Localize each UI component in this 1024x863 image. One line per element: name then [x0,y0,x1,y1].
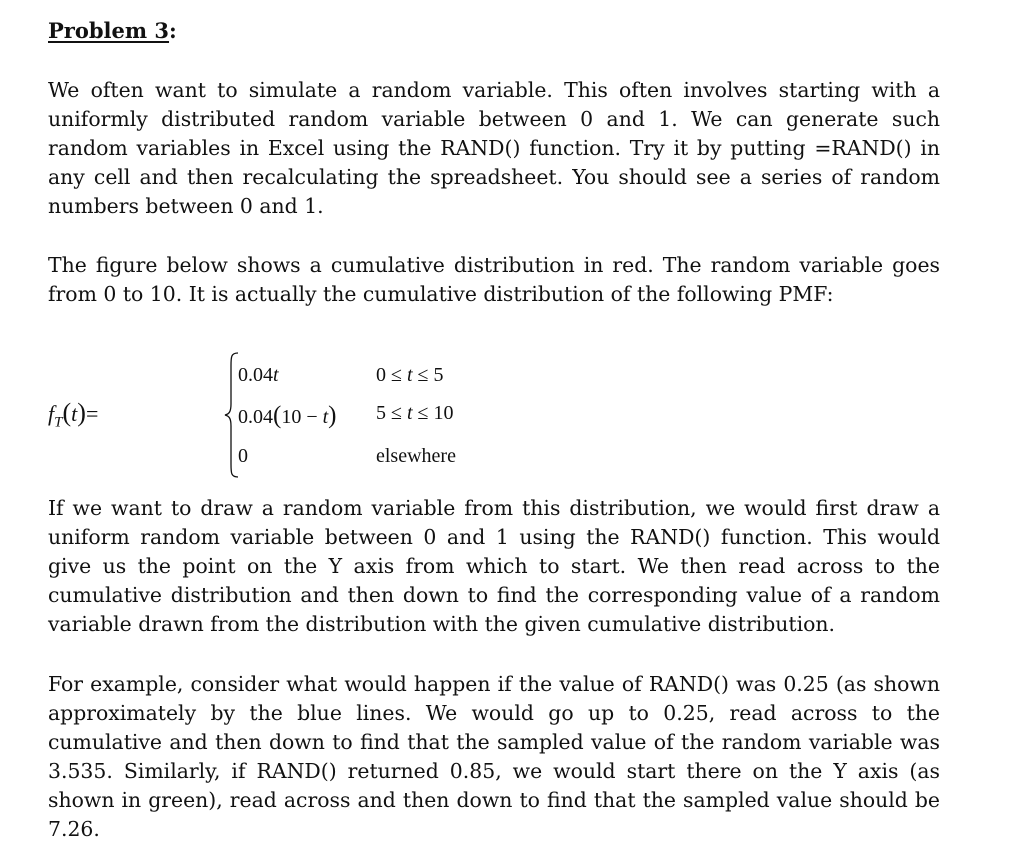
figure-description-paragraph: The figure below shows a cumulative distribution in red. The random variable goes from 0 to 10. It is actually the cumulative distribution of the following PMF: [48,253,940,306]
equation-equals-sign: = [85,401,99,426]
row-1-value: 0.04t [238,364,279,386]
row-2-condition: 5 ≤ t ≤ 10 [376,402,454,424]
intro-paragraph: We often want to simulate a random variable. This often involves starting with a uniformly distributed random variable between 0 and 1. We can generate such random variables in Excel using the RAND() function. Try it by putting =RAND() in any cell and then recalculating the spreadsheet. You should see a series of random numbers between 0 and 1. [48,78,940,218]
equation-lhs [48,398,98,431]
equation-open-paren: ( [62,398,72,427]
equation-subscript: T [54,414,63,431]
row-2-value: 0.04(10 − t) [238,402,337,429]
row-3-value: 0 [238,445,248,467]
pmf-equation [48,346,508,486]
equation-argument: t [71,401,78,426]
row-3-condition: elsewhere [376,445,456,467]
equation-function-symbol: f [48,401,55,426]
equation-close-paren: ) [77,398,86,427]
document-page [48,16,940,841]
example-paragraph: For example, consider what would happen if the value of RAND() was 0.25 (as shown approximately by the blue lines. We would go up to 0.25, read across to the cumulative and then down to find that the sampled value of the random variable was 3.535. Similarly, if RAND() returned 0.85, we would start there on the Y axis (as shown in green), read across and then down to find that the sampled value should be 7.26. [48,672,940,841]
problem-title-colon: : [169,18,177,43]
sampling-method-paragraph: If we want to draw a random variable from this distribution, we would first draw a uniform random variable between 0 and 1 using the RAND() function. This would give us the point on the Y axis from which to start. We then read across to the cumulative distribution and then down to find the corresponding value of a random variable drawn from the distribution with the given cumulative distribution. [48,496,940,636]
problem-title: Problem 3 [48,18,170,43]
problem-heading [48,16,940,46]
row-1-condition: 0 ≤ t ≤ 5 [376,364,444,386]
